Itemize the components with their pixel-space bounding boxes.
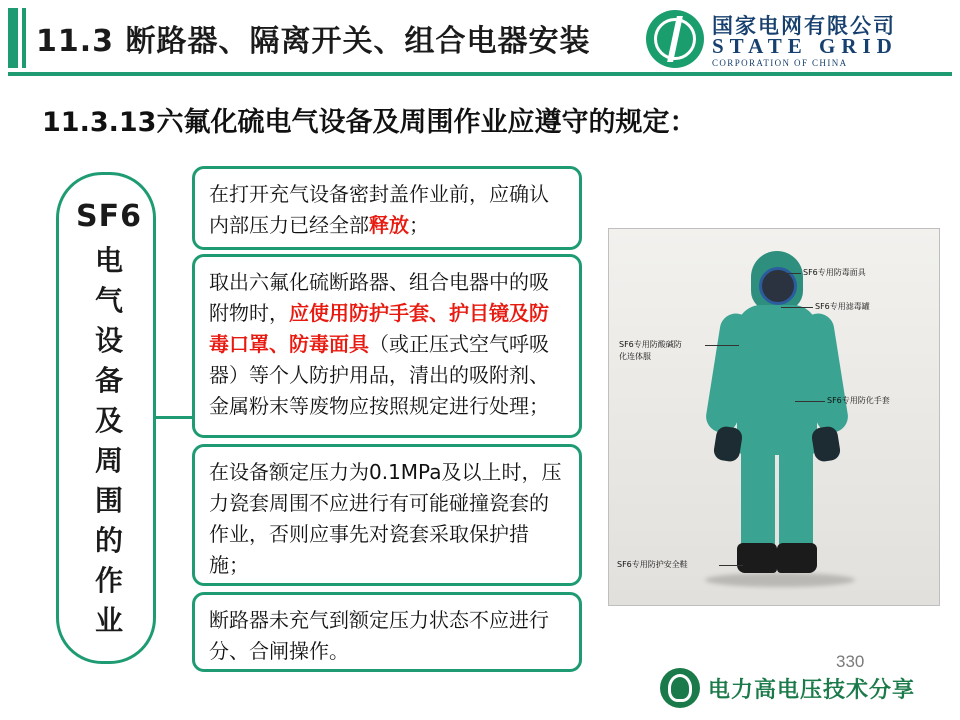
- topic-label-char: 设: [94, 324, 123, 357]
- rule-text-segment: 断路器未充气到额定压力状态不应进行分、合闸操作。: [209, 608, 549, 663]
- photo-callout-line: [781, 307, 813, 308]
- page-number: 330: [836, 652, 865, 671]
- topic-label-char: 备: [94, 364, 123, 397]
- logo-company-subtitle-en: CORPORATION OF CHINA: [712, 58, 848, 68]
- rule-box-3: [192, 444, 582, 586]
- rule-text-segment: 释放: [369, 213, 409, 237]
- photo-callout: SF6专用滤毒罐: [815, 302, 870, 311]
- header-divider: [8, 72, 952, 76]
- topic-label-char: 围: [94, 484, 123, 517]
- suit-glove-left: [713, 425, 744, 463]
- suit-boot-left: [737, 543, 777, 573]
- footer-logo-icon: [660, 668, 700, 708]
- rule-box-1: [192, 166, 582, 250]
- topic-label-char: 气: [94, 284, 123, 317]
- logo-company-name-cn: 国家电网有限公司: [712, 14, 896, 38]
- state-grid-mark-icon: [646, 10, 704, 68]
- suit-leg-right: [779, 441, 813, 551]
- photo-callout-line: [769, 273, 801, 274]
- rule-box-4: [192, 592, 582, 672]
- rule-text-segment: 在打开充气设备密封盖作业前，应确认内部压力已经全部: [209, 182, 549, 237]
- rule-text-segment: 在设备额定压力为0.1MPa及以上时，压力瓷套周围不应进行有可能碰撞瓷套的作业，否则应事先对瓷套采取保护措施；: [209, 460, 562, 577]
- photo-callout-line: [795, 401, 825, 402]
- footer-watermark: [660, 668, 915, 708]
- slide-header: [0, 0, 960, 78]
- topic-label-char: 及: [94, 404, 123, 437]
- suit-leg-left: [741, 441, 775, 551]
- suit-boot-right: [777, 543, 817, 573]
- header-accent-bar-thin: [22, 8, 26, 68]
- rule-text-segment: 取出六氟化硫断路器、组合电器中的吸附物时，: [209, 270, 549, 325]
- photo-callout: SF6专用防化手套: [827, 396, 890, 405]
- photo-callout: SF6专用防毒面具: [803, 268, 866, 277]
- photo-callout: SF6专用防酸碱防: [619, 340, 682, 349]
- topic-label-char: 周: [94, 444, 123, 477]
- topic-label-sf6: SF6: [76, 199, 142, 234]
- topic-label-char: 的: [94, 524, 123, 557]
- rule-text-segment: ；: [409, 213, 429, 237]
- photo-callout-line: [705, 345, 739, 346]
- topic-label-char: 业: [94, 604, 123, 637]
- topic-label-char: 作: [94, 564, 123, 597]
- logo-company-name-en: STATE GRID: [712, 34, 898, 58]
- section-subtitle: 11.3.13六氟化硫电气设备及周围作业应遵守的规定：: [42, 107, 697, 138]
- header-accent-bar: [8, 8, 18, 68]
- topic-label-panel: [56, 172, 156, 664]
- suit-body: [737, 305, 817, 455]
- footer-watermark-text: 电力高电压技术分享: [708, 677, 916, 703]
- topic-label-char: 电: [94, 244, 123, 277]
- state-grid-logo: [646, 8, 946, 70]
- rule-text-segment: （或正压式空气呼吸器）等个人防护用品，清出的吸附剂、金属粉末等废物应按照规定进行处理；: [209, 332, 549, 418]
- page-title: 11.3 断路器、隔离开关、组合电器安装: [36, 24, 591, 59]
- protective-suit-photo: [608, 228, 940, 606]
- label-connector-line: [156, 416, 192, 419]
- photo-callout: 化连体服: [619, 352, 651, 361]
- rule-box-2: [192, 254, 582, 438]
- rule-text-segment: 应使用防护手套、护目镜及防毒口罩、防毒面具: [209, 301, 549, 356]
- photo-callout-line: [719, 565, 743, 566]
- topic-label-vertical-text: [59, 241, 159, 641]
- photo-callout: SF6专用防护安全鞋: [617, 560, 688, 569]
